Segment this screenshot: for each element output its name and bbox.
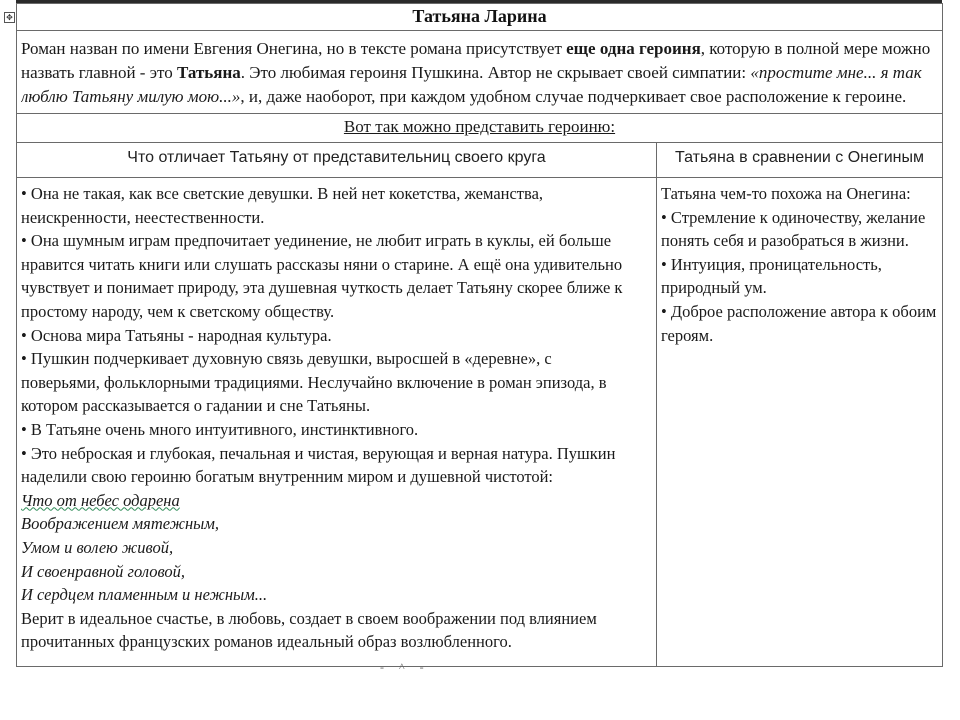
intro-line-2: назвать главной - это Татьяна. Это любимая героиня Пушкина. Автор не скрывает своей симпатии: «простите мне... я так [21,63,922,82]
right-line: героям. [661,325,714,345]
intro-line-1: Роман назван по имени Евгения Онегина, но в тексте романа присутствует еще одна героиня, которую в полной мере можно [21,39,931,58]
left-line: • В Татьяне очень много интуитивного, инстинктивного. [21,419,419,439]
left-column-header: Что отличает Татьяну от представительниц своего круга [17,143,657,178]
closing-line: прочитанных французских романов идеальный образ возлюбленного. [21,632,512,652]
right-line: • Стремление к одиночеству, желание [661,207,926,227]
left-line: котором рассказывается о гадании и сне Татьяны. [21,396,371,416]
left-line: неискренности, неестественности. [21,207,265,227]
left-line: • Это неброская и глубокая, печальная и чистая, верующая и верная натура. Пушкин [21,443,616,463]
document-title: Татьяна Ларина [17,4,943,31]
poem-line: Воображением мятежным, [21,514,220,534]
subheading: Вот так можно представить героиню: [17,114,943,143]
poem-line: Умом и волею живой, [21,537,174,557]
poem-line: И своенравной головой, [21,561,186,581]
poem-line: И сердцем пламенным и нежным... [21,585,268,605]
left-line: • Пушкин подчеркивает духовную связь девушки, выросшей в «деревне», с [21,349,552,369]
left-line: • Она шумным играм предпочитает уединение, не любит играть в куклы, ей больше [21,231,612,251]
footer-marks: - ^ - [380,660,430,674]
left-line: • Основа мира Татьяны - народная культура. [21,325,332,345]
right-column-body [657,178,943,667]
document-table [16,3,943,667]
right-line: Татьяна чем-то похожа на Онегина: [661,184,911,203]
right-line: • Доброе расположение автора к обоим [661,301,937,321]
right-column-header: Татьяна в сравнении с Онегиным [657,143,943,178]
left-line: нравится читать книги или слушать рассказы няни о старине. А ещё она удивительно [21,254,623,274]
right-line: природный ум. [661,278,767,298]
left-line: • Она не такая, как все светские девушки. В ней нет кокетства, жеманства, [21,184,544,203]
left-line: чувствует и понимает природу, эта душевная чуткость делает Татьяну скорее ближе к [21,278,623,298]
left-line: простому народу, чем к светскому обществу. [21,301,335,321]
table-move-handle-icon[interactable]: ✥ [4,12,15,23]
left-column-body [17,178,657,667]
intro-paragraph [17,31,943,114]
right-line: понять себя и разобраться в жизни. [661,231,909,251]
right-line: • Интуиция, проницательность, [661,254,882,274]
closing-line: Верит в идеальное счастье, в любовь, создает в своем воображении под влиянием [21,608,597,628]
poem-line: Что от небес одарена [21,490,180,510]
intro-line-3: люблю Татьяну милую мою...», и, даже наоборот, при каждом удобном случае подчеркивает свое расположение к героине. [21,87,907,106]
left-line: поверьями, фольклорными традициями. Неслучайно включение в роман эпизода, в [21,372,607,392]
left-line: наделили свою героиню богатым внутренним миром и душевной чистотой: [21,467,554,487]
